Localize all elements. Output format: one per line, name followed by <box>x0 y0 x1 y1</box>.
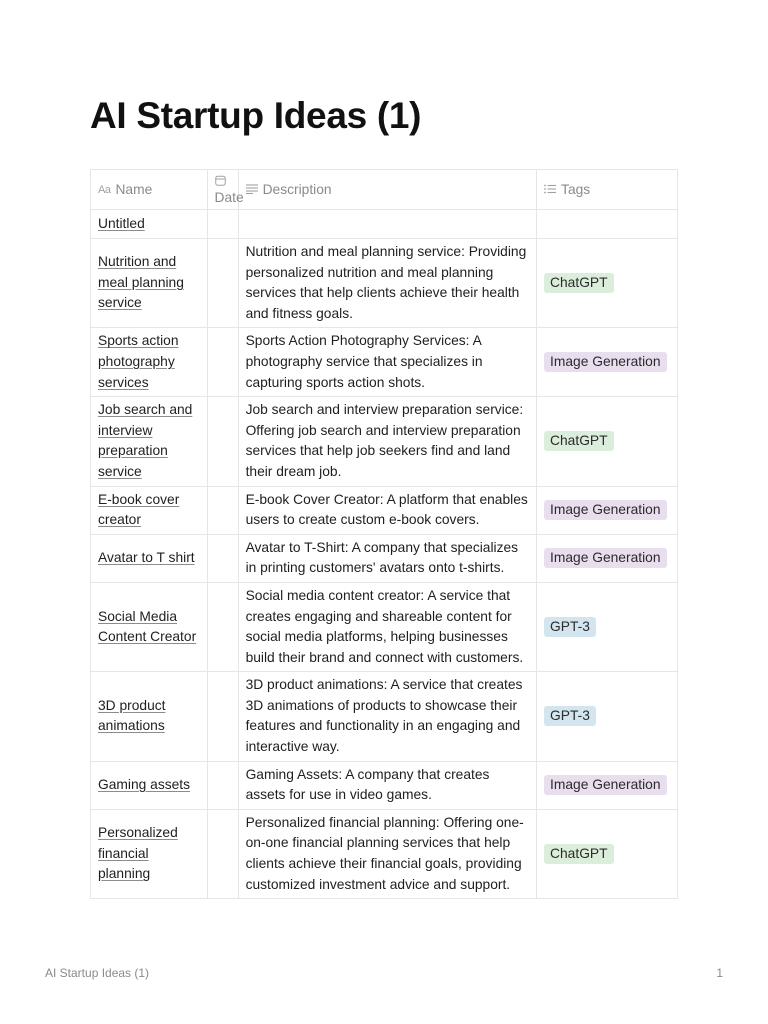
table-body <box>91 210 678 899</box>
name-cell[interactable] <box>91 582 208 671</box>
column-header-label: Description <box>262 182 332 197</box>
date-cell[interactable] <box>207 210 238 239</box>
date-cell[interactable] <box>207 397 238 486</box>
date-cell[interactable] <box>207 534 238 582</box>
name-cell[interactable] <box>91 534 208 582</box>
description-cell[interactable]: Gaming Assets: A company that creates assets for use in video games. <box>238 761 536 809</box>
description-cell[interactable]: Job search and interview preparation service: Offering job search and interview preparation services that help job seekers find and land their dream job. <box>238 397 536 486</box>
name-cell[interactable] <box>91 239 208 328</box>
date-cell[interactable] <box>207 239 238 328</box>
table-row[interactable] <box>91 328 678 397</box>
tag-badge[interactable]: ChatGPT <box>544 844 614 864</box>
name-cell[interactable] <box>91 328 208 397</box>
date-cell[interactable] <box>207 582 238 671</box>
column-header-label: Date <box>214 189 244 205</box>
tags-cell[interactable] <box>537 582 678 671</box>
table-row[interactable] <box>91 761 678 809</box>
table-header-row <box>91 170 678 210</box>
page-title: AI Startup Ideas (1) <box>90 95 422 136</box>
page-link[interactable]: Nutrition and meal planning service <box>98 254 184 311</box>
column-header-date[interactable] <box>207 170 244 210</box>
tag-badge[interactable]: Image Generation <box>544 548 666 568</box>
tag-badge[interactable]: GPT-3 <box>544 706 596 726</box>
name-cell[interactable] <box>91 809 208 898</box>
tag-badge[interactable]: Image Generation <box>544 352 666 372</box>
tag-badge[interactable]: ChatGPT <box>544 431 614 451</box>
page-link[interactable]: Personalized financial planning <box>98 825 178 882</box>
date-cell[interactable] <box>207 328 238 397</box>
name-cell[interactable] <box>91 486 208 534</box>
calendar-icon <box>215 174 226 190</box>
tag-badge[interactable]: ChatGPT <box>544 273 614 293</box>
tags-cell[interactable] <box>537 672 678 761</box>
description-cell[interactable]: Avatar to T-Shirt: A company that specializes in printing customers' avatars onto t-shirts. <box>238 534 536 582</box>
description-cell[interactable]: Personalized financial planning: Offering one-on-one financial planning services that help clients achieve their financial goals, providing customized investment advice and support. <box>238 809 536 898</box>
page-link[interactable]: E-book cover creator <box>98 491 180 528</box>
date-cell[interactable] <box>207 672 238 761</box>
table-row[interactable] <box>91 210 678 239</box>
tags-cell[interactable] <box>537 397 678 486</box>
tags-cell[interactable] <box>537 328 678 397</box>
tag-badge[interactable]: GPT-3 <box>544 617 596 637</box>
name-cell[interactable] <box>91 761 208 809</box>
name-cell[interactable] <box>91 397 208 486</box>
page-link[interactable]: Sports action photography services <box>98 333 179 390</box>
tag-badge[interactable]: Image Generation <box>544 500 666 520</box>
database-table <box>90 169 678 899</box>
lines-icon <box>246 182 258 197</box>
column-header-tags[interactable] <box>537 170 678 210</box>
description-cell[interactable]: Social media content creator: A service that creates engaging and shareable content for social media platforms, helping businesses build their brand and connect with customers. <box>238 582 536 671</box>
footer-title: AI Startup Ideas (1) <box>45 966 150 980</box>
description-cell[interactable] <box>238 210 536 239</box>
table-row[interactable] <box>91 397 678 486</box>
column-header-label: Tags <box>561 182 591 197</box>
date-cell[interactable] <box>207 761 238 809</box>
page-link[interactable]: Avatar to T shirt <box>98 550 195 566</box>
page-number: 1 <box>716 966 723 980</box>
table-row[interactable] <box>91 486 678 534</box>
tags-cell[interactable] <box>537 761 678 809</box>
column-header-description[interactable] <box>238 170 536 210</box>
description-cell[interactable]: 3D product animations: A service that creates 3D animations of products to showcase their features and functionality in an engaging and interactive way. <box>238 672 536 761</box>
page-link[interactable]: Gaming assets <box>98 776 191 792</box>
description-cell[interactable]: Nutrition and meal planning service: Providing personalized nutrition and meal planning services that help clients achieve their health and fitness goals. <box>238 239 536 328</box>
table-row[interactable] <box>91 534 678 582</box>
page-link[interactable]: Untitled <box>98 215 145 231</box>
table-row[interactable] <box>91 582 678 671</box>
page-link[interactable]: Social Media Content Creator <box>98 608 197 645</box>
tags-cell[interactable] <box>537 210 678 239</box>
tags-cell[interactable] <box>537 809 678 898</box>
text-aa-icon: Aa <box>98 183 111 196</box>
column-header-name[interactable] <box>91 170 208 210</box>
page-link[interactable]: 3D product animations <box>98 697 166 734</box>
tags-cell[interactable] <box>537 486 678 534</box>
name-cell[interactable] <box>91 672 208 761</box>
name-cell[interactable] <box>91 210 208 239</box>
table-row[interactable] <box>91 809 678 898</box>
page-link[interactable]: Job search and interview preparation service <box>98 402 193 479</box>
tags-cell[interactable] <box>537 239 678 328</box>
tag-badge[interactable]: Image Generation <box>544 775 666 795</box>
list-icon <box>544 182 556 197</box>
tags-cell[interactable] <box>537 534 678 582</box>
table-row[interactable] <box>91 239 678 328</box>
description-cell[interactable]: Sports Action Photography Services: A photography service that specializes in capturing sports action shots. <box>238 328 536 397</box>
description-cell[interactable]: E-book Cover Creator: A platform that enables users to create custom e-book covers. <box>238 486 536 534</box>
date-cell[interactable] <box>207 486 238 534</box>
date-cell[interactable] <box>207 809 238 898</box>
table-row[interactable] <box>91 672 678 761</box>
column-header-label: Name <box>115 182 153 197</box>
